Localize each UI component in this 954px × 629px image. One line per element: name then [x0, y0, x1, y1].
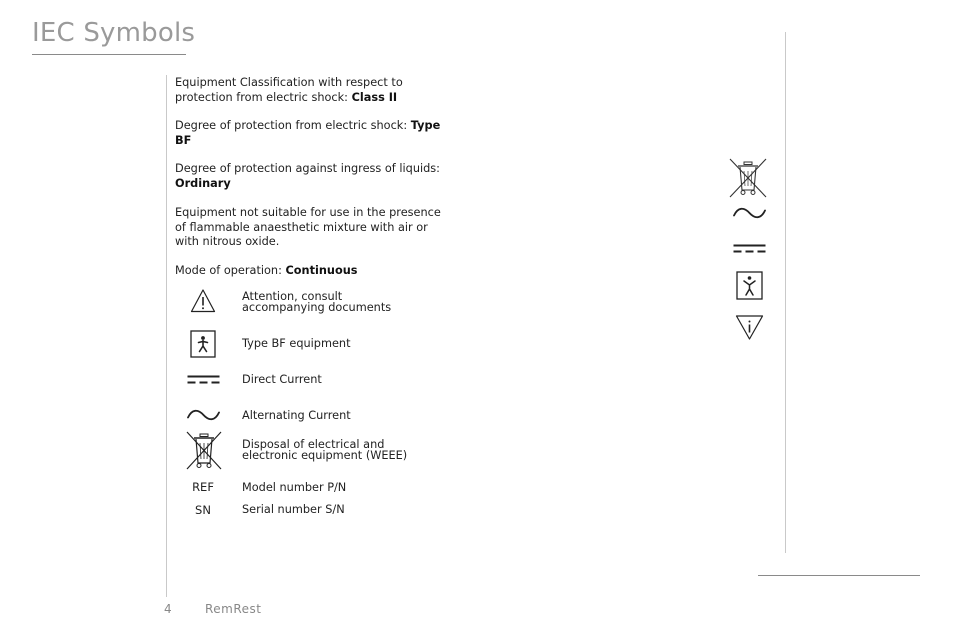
warning-triangle-icon — [190, 288, 216, 314]
ingress-paragraph — [175, 162, 450, 191]
type-bf-label: Type BF equipment — [242, 337, 351, 350]
footer-brand: RemRest — [205, 602, 262, 616]
weee-label-line1: Disposal of electrical and — [242, 438, 385, 451]
bottom-right-rule — [758, 575, 920, 576]
mode-paragraph — [175, 264, 450, 279]
mode-value: Continuous — [285, 264, 358, 277]
label-alternating-current-icon — [733, 205, 766, 221]
flammable-paragraph: Equipment not suitable for use in the presence of flammable anaesthetic mixture with air or with nitrous oxide. — [175, 206, 441, 248]
label-direct-current-icon — [733, 243, 766, 255]
right-column-divider — [785, 32, 786, 553]
weee-bin-icon — [184, 429, 224, 472]
ingress-value: Ordinary — [175, 176, 231, 190]
sn-label: Serial number S/N — [242, 503, 345, 516]
label-weee-bin-icon — [728, 157, 768, 199]
type-bf-icon — [190, 330, 216, 358]
ingress-text: Degree of protection against ingress of liquids: — [175, 162, 440, 175]
title-underline — [32, 54, 186, 55]
ref-label: Model number P/N — [242, 481, 347, 494]
alternating-current-icon — [187, 407, 220, 423]
direct-current-icon — [187, 374, 220, 386]
classification-paragraph — [175, 76, 450, 105]
dc-label: Direct Current — [242, 373, 322, 386]
weee-label — [242, 439, 462, 461]
protection-degree-paragraph — [175, 119, 450, 148]
sn-symbol: SN — [195, 503, 211, 517]
left-column-divider — [166, 75, 167, 597]
protection-degree-value: Type BF — [175, 119, 441, 147]
page-title: IEC Symbols — [32, 18, 196, 48]
classification-value: Class II — [351, 90, 398, 104]
label-attention-icon — [735, 314, 764, 341]
protection-degree-text: Degree of protection from electric shock: — [175, 119, 411, 132]
ac-label: Alternating Current — [242, 409, 351, 422]
attention-label-line1: Attention, consult — [242, 290, 343, 303]
attention-label-line2: accompanying documents — [242, 301, 392, 314]
ref-symbol: REF — [192, 480, 214, 494]
classification-text: Equipment Classification with respect to protection from electric shock: — [175, 76, 403, 104]
page-number: 4 — [164, 602, 172, 616]
weee-label-line2: electronic equipment (WEEE) — [242, 449, 408, 462]
attention-label — [242, 291, 462, 313]
label-type-bf-icon — [736, 271, 763, 300]
mode-text: Mode of operation: — [175, 264, 286, 277]
